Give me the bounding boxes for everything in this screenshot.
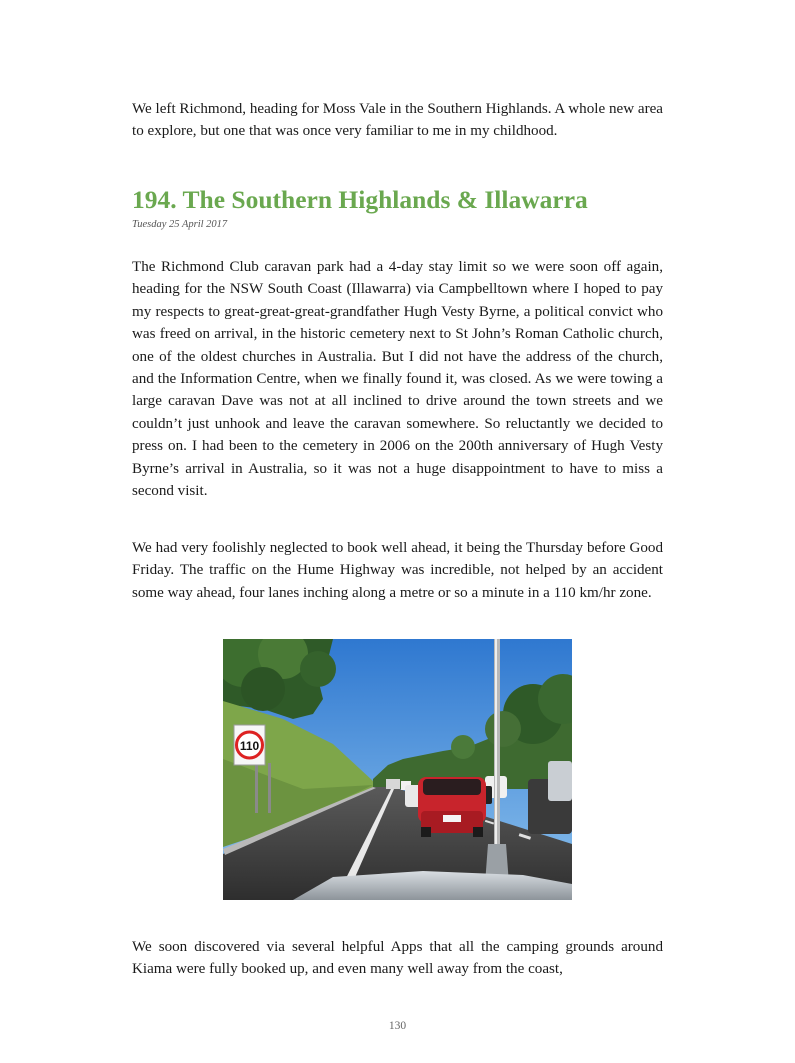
highway-traffic-photo <box>223 639 572 900</box>
body-paragraph-3: We soon discovered via several helpful Apps that all the camping grounds around Kiama were fully booked up, and even many well away from the coast, <box>132 939 663 978</box>
body-paragraph-1: The Richmond Club caravan park had a 4-day stay limit so we were soon off again, heading for the NSW South Coast (Illawarra) via Campbelltown where I hoped to pay my respects to great-great-great-grandfather Hugh Vesty Byrne, a political convict who was freed on arrival, in the historic cemetery next to St John’s Roman Catholic church, one of the oldest churches in Australia. But I did not have the address of the church, and the Information Centre, when we finally found it, was closed. As we were towing a large caravan Dave was not at all inclined to drive around the town streets and we couldn’t just unhook and leave the caravan somewhere. So reluctantly we decided to press on. I had been to the cemetery in 2006 on the 200th anniversary of Hugh Vesty Byrne’s arrival in Australia, so it was not a huge disappointment to have to miss a second visit. <box>132 259 663 500</box>
page-number: 130 <box>388 1020 407 1032</box>
body-paragraph-2: We had very foolishly neglected to book well ahead, it being the Thursday before Good Friday. The traffic on the Hume Highway was incredible, not helped by an accident some way ahead, four lanes inching along a metre or so a minute in a 110 km/hr zone. <box>132 540 663 601</box>
chapter-date: Tuesday 25 April 2017 <box>132 219 228 230</box>
speed-sign-text: 110 <box>239 739 260 753</box>
intro-paragraph: We left Richmond, heading for Moss Vale in the Southern Highlands. A whole new area to explore, but one that was once very familiar to me in my childhood. <box>132 101 663 140</box>
chapter-heading: 194. The Southern Highlands & Illawarra <box>132 185 588 214</box>
